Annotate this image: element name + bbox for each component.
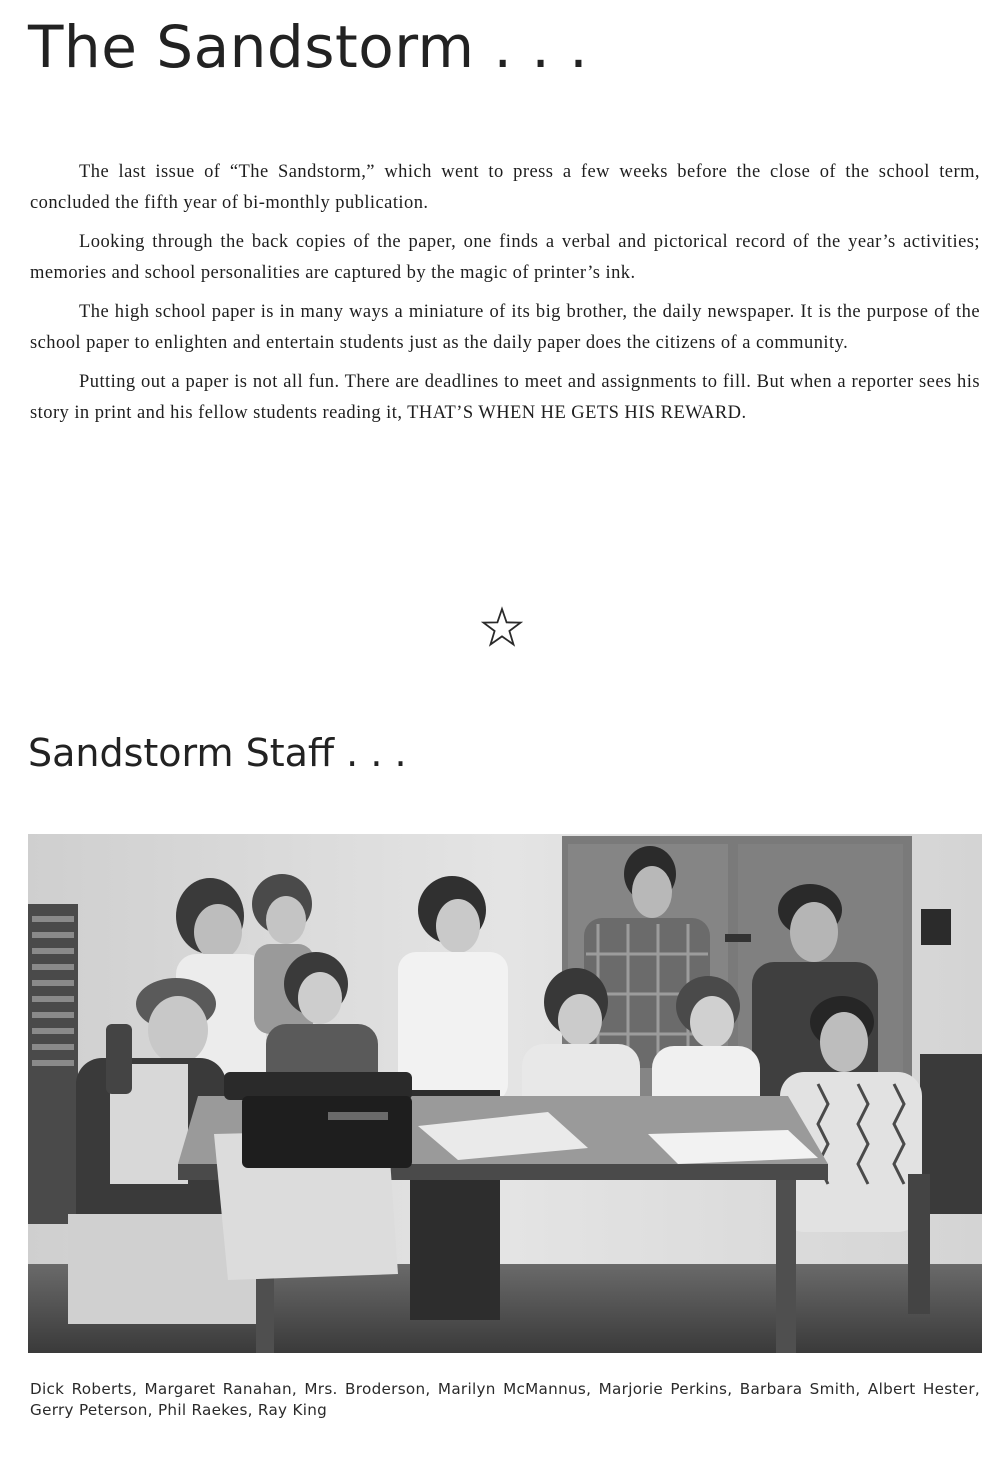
article-body xyxy=(30,157,980,437)
article-paragraph: Putting out a paper is not all fun. There are deadlines to meet and assignments to fill. But when a reporter sees his story in print and his fellow students reading it, THAT’S WHEN HE GETS HIS REWARD. xyxy=(30,372,980,423)
article-paragraph: Looking through the back copies of the paper, one finds a verbal and pictorical record of the year’s activities; memories and school personalities are captured by the magic of printer’s ink. xyxy=(30,232,980,283)
article-paragraph: The last issue of “The Sandstorm,” which went to press a few weeks before the close of the school term, concluded the fifth year of bi-monthly publication. xyxy=(30,162,980,213)
staff-group-photo xyxy=(28,834,982,1353)
page-title: The Sandstorm . . . xyxy=(28,13,589,81)
section-title: Sandstorm Staff . . . xyxy=(28,731,407,775)
article-paragraph: The high school paper is in many ways a miniature of its big brother, the daily newspaper. It is the purpose of the school paper to enlighten and entertain students just as the daily paper does the citizens of a community. xyxy=(30,302,980,353)
star-icon xyxy=(481,606,523,648)
photo-caption: Dick Roberts, Margaret Ranahan, Mrs. Broderson, Marilyn McMannus, Marjorie Perkins, Barbara Smith, Albert Hester, Gerry Peterson, Phil Raekes, Ray King xyxy=(30,1380,980,1419)
